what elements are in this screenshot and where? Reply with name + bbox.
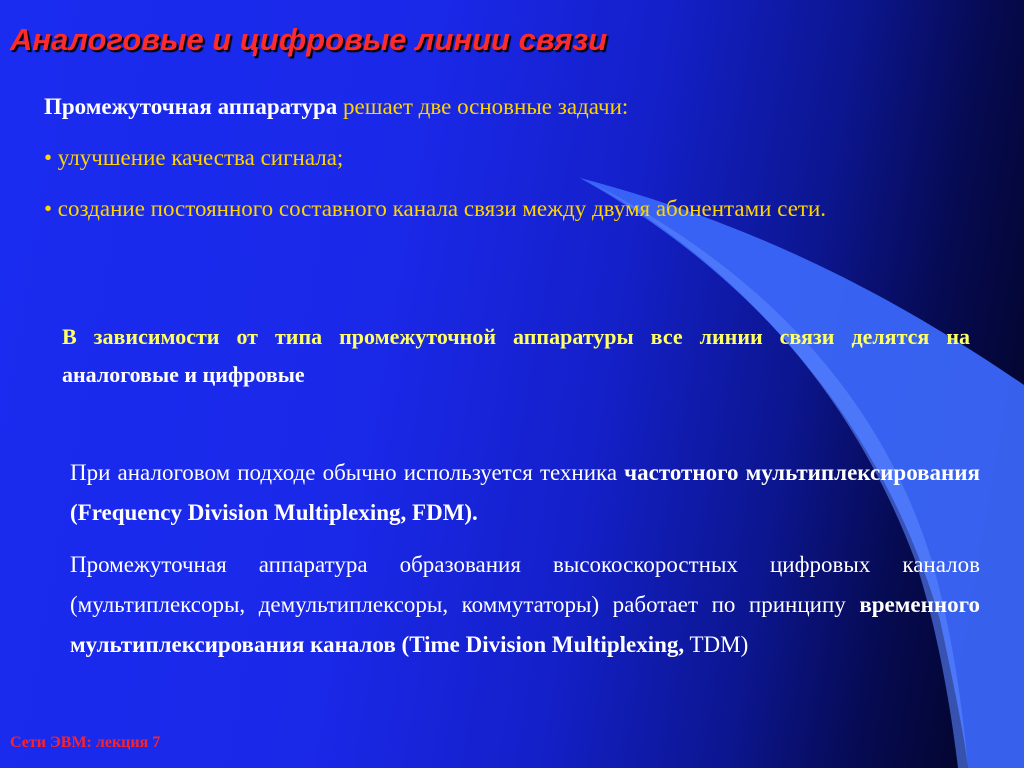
intro-term: Промежуточная аппаратура (44, 94, 338, 119)
intro-text: решает две основные задачи: (337, 94, 629, 119)
classification-emphasis: аналоговые и цифровые (62, 362, 305, 387)
fdm-term: частотного мультиплексирования (Frequency Division Multiplexing, FDM). (70, 460, 981, 525)
classification-paragraph (62, 318, 970, 394)
footer-lecture: Сети ЭВМ: лекция 7 (10, 734, 161, 751)
fdm-paragraph (70, 453, 980, 533)
tasks-block (44, 92, 964, 245)
tdm-tail: TDM) (684, 632, 749, 657)
intro-line (44, 92, 964, 122)
slide-title: Аналоговые и цифровые линии связи (10, 22, 608, 57)
fdm-text: При аналоговом подходе обычно используется техника (70, 460, 625, 485)
tdm-text: Промежуточная аппаратура образования высокоскоростных цифровых каналов (мультиплексоры, демультиплексоры, коммутаторы) работает по принципу (70, 552, 980, 617)
tdm-paragraph (70, 545, 980, 665)
classification-text: В зависимости от типа промежуточной аппаратуры все линии связи делятся на (62, 324, 970, 349)
bullet-signal-quality: • улучшение качества сигнала; (44, 145, 344, 170)
bullet-composite-channel: • создание постоянного составного канала связи между двумя абонентами сети. (44, 196, 827, 221)
multiplexing-block (70, 453, 980, 677)
tdm-term: временного мультиплексирования каналов (Time Division Multiplexing, (70, 592, 980, 657)
